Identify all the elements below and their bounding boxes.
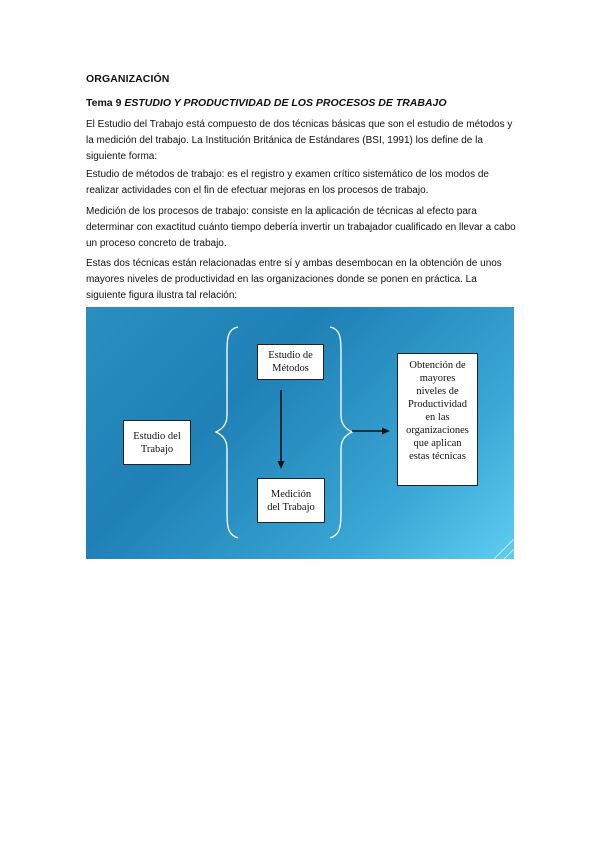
- corner-decoration-line: [504, 549, 514, 559]
- topic-prefix: Tema 9: [86, 97, 125, 109]
- paragraph-intro: El Estudio del Trabajo está compuesto de dos técnicas básicas que son el estudio de métodos y la medición del trabajo. La Institución Británica de Estándares (BSI, 1991) los define de la siguiente forma:: [86, 119, 513, 162]
- left-brace: [216, 327, 238, 538]
- corner-decoration-line: [494, 539, 514, 559]
- box-work-study-label: Estudio del Trabajo: [133, 430, 181, 455]
- topic-title: [86, 97, 447, 109]
- down-arrow-head: [278, 461, 285, 469]
- topic-name: ESTUDIO Y PRODUCTIVIDAD DE LOS PROCESOS DE TRABAJO: [124, 97, 447, 109]
- paragraph-measurement: Medición de los procesos de trabajo: consiste en la aplicación de técnicas al efecto para determinar con exactitud cuánto tiempo debería invertir un trabajador cualificado en llevar a cabo un proceso concreto de trabajo.: [86, 206, 516, 249]
- box-productivity-outcome: [397, 353, 478, 486]
- box-work-study: [123, 420, 191, 465]
- paragraph-relation: Estas dos técnicas están relacionadas entre sí y ambas desembocan en la obtención de unos mayores niveles de productividad en las organizaciones donde se ponen en práctica. La siguiente figura ilustra tal relación:: [86, 258, 502, 301]
- right-arrow-head: [382, 428, 390, 435]
- box-productivity-outcome-label: Obtención de mayores niveles de Productividad en las organizaciones que aplican estas técnicas: [406, 360, 469, 462]
- paragraph-methods: Estudio de métodos de trabajo: es el registro y examen crítico sistemático de los modos de realizar actividades con el fin de efectuar mejoras en los procesos de trabajo.: [86, 169, 489, 196]
- section-heading: ORGANIZACIÓN: [86, 73, 170, 85]
- box-methods-study: [257, 344, 324, 380]
- relation-diagram: [86, 307, 514, 559]
- box-work-measurement: [257, 478, 325, 523]
- box-methods-study-label: Estudio de Métodos: [268, 350, 313, 374]
- box-work-measurement-label: Medición del Trabajo: [267, 488, 315, 513]
- right-brace: [330, 327, 352, 538]
